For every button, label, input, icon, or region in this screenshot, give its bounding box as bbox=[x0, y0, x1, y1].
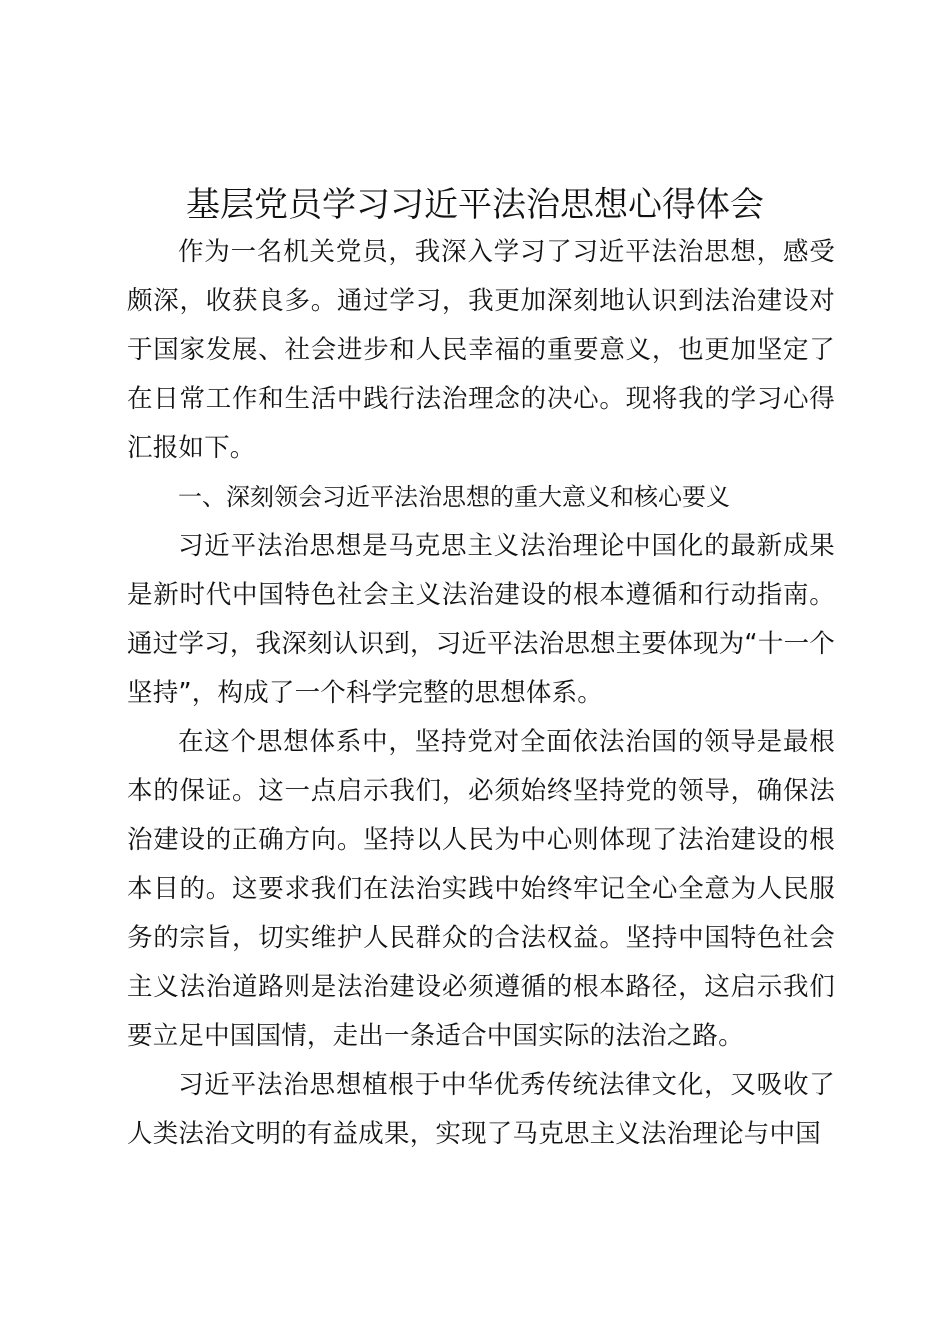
paragraph-intro: 作为一名机关党员，我深入学习了习近平法治思想，感受颇深，收获良多。通过学习，我更加深刻地认识到法治建设对于国家发展、社会进步和人民幸福的重要意义，也更加坚定了在日常工作和生活中践行法治理念的决心。现将我的学习心得汇报如下。 bbox=[127, 237, 835, 463]
document-title: 基层党员学习习近平法治思想心得体会 bbox=[186, 185, 764, 225]
paragraph-2: 习近平法治思想是马克思主义法治理论中国化的最新成果是新时代中国特色社会主义法治建设的根本遵循和行动指南。通过学习，我深刻认识到，习近平法治思想主要体现为“十一个坚持”，构成了一个科学完整的思想体系。 bbox=[127, 531, 835, 708]
document-body bbox=[127, 228, 835, 1159]
paragraph-4: 习近平法治思想植根于中华优秀传统法律文化，又吸收了人类法治文明的有益成果，实现了马克思主义法治理论与中国 bbox=[127, 1070, 835, 1149]
section-heading-1: 一、深刻领会习近平法治思想的重大意义和核心要义 bbox=[178, 483, 730, 511]
paragraph-3: 在这个思想体系中，坚持党对全面依法治国的领导是最根本的保证。这一点启示我们，必须始终坚持党的领导，确保法治建设的正确方向。坚持以人民为中心则体现了法治建设的根本目的。这要求我们在法治实践中始终牢记全心全意为人民服务的宗旨，切实维护人民群众的合法权益。坚持中国特色社会主义法治道路则是法治建设必须遵循的根本路径，这启示我们要立足中国国情，走出一条适合中国实际的法治之路。 bbox=[127, 727, 835, 1051]
